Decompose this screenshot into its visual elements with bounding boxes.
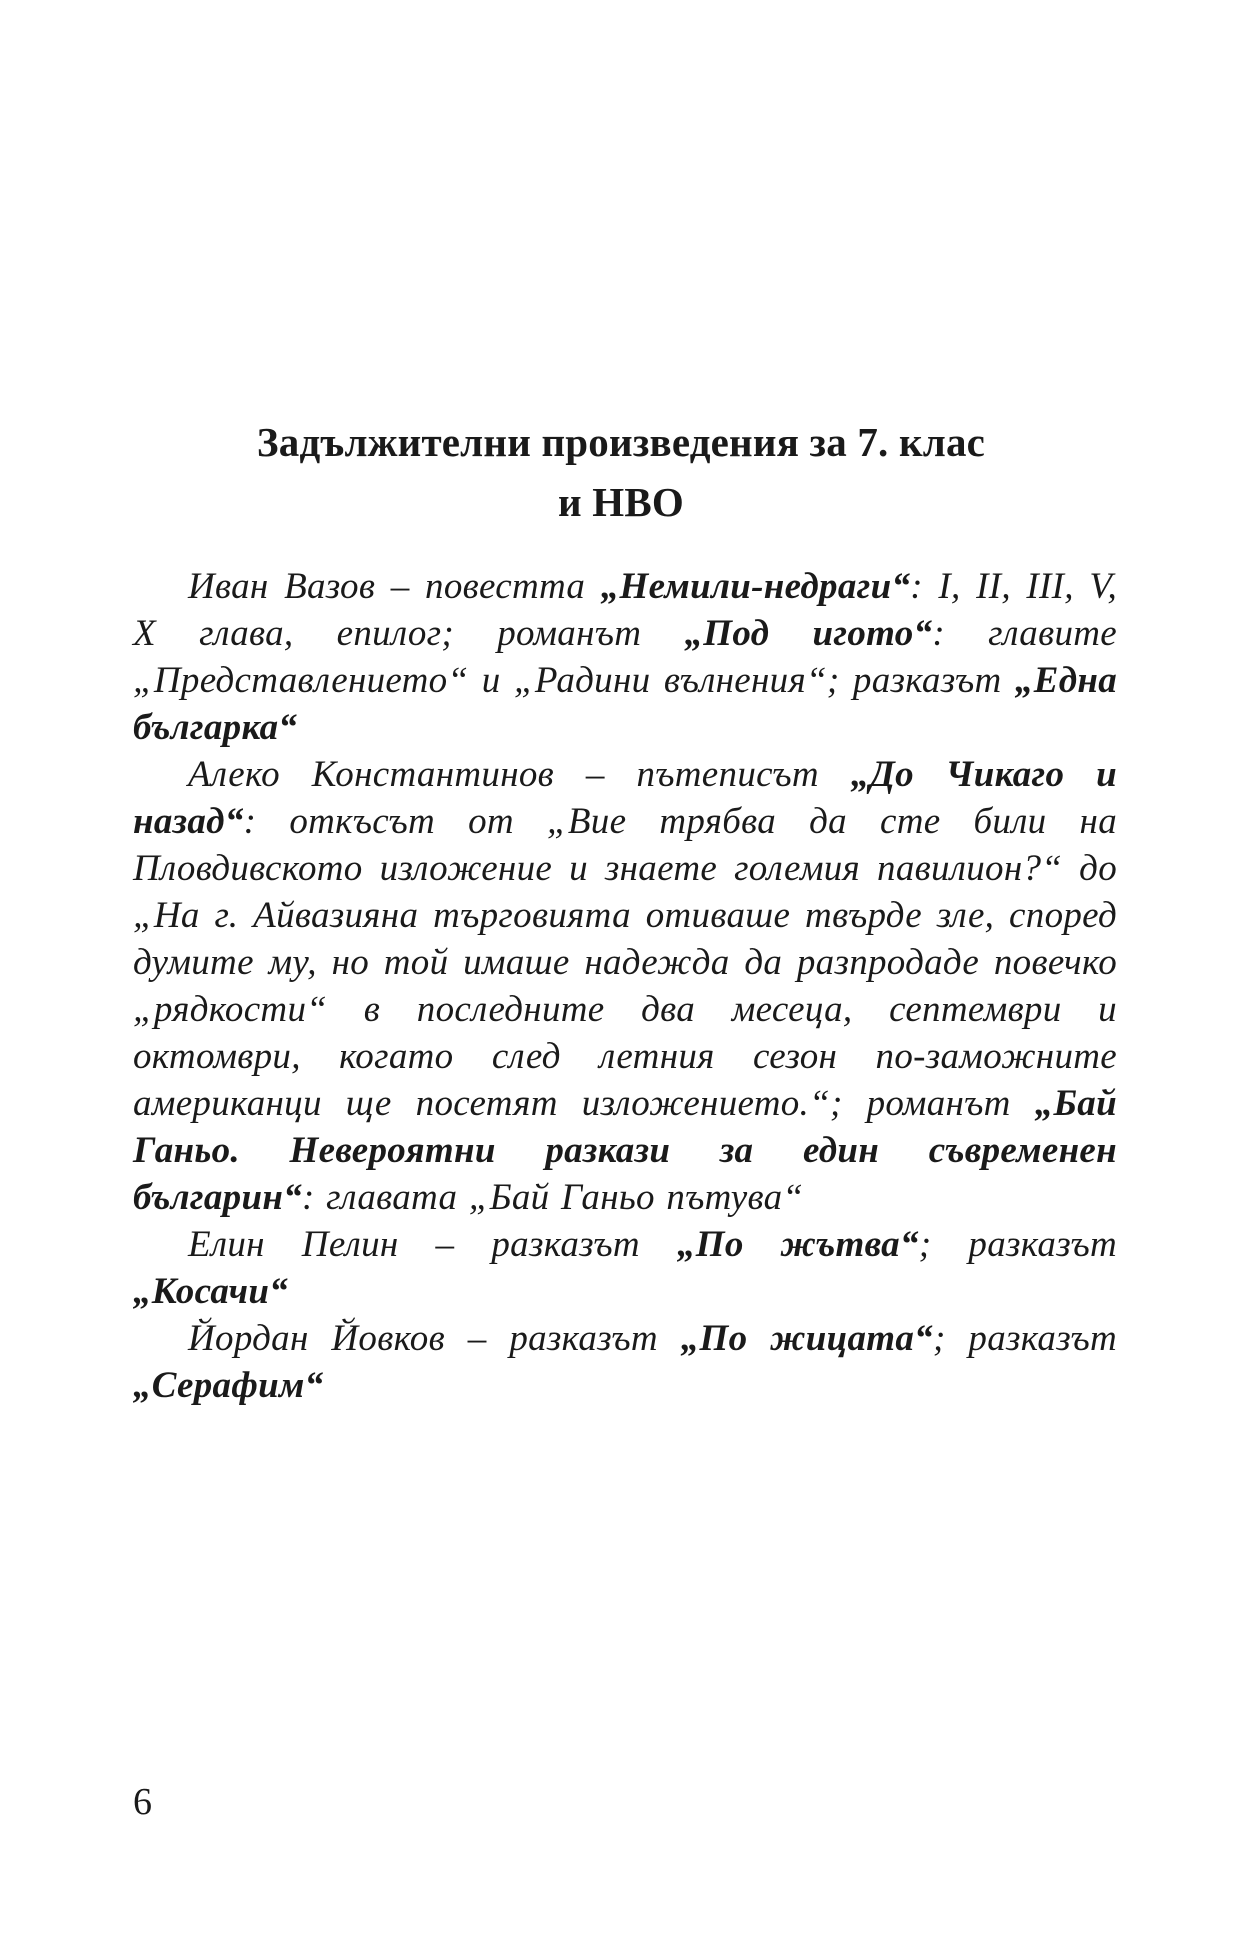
title-line-2: и НВО <box>557 479 684 525</box>
work-details: ; разказът <box>918 1224 1117 1265</box>
entry-yovkov <box>133 1315 1117 1409</box>
work-details: : главите „Представлението“ и „Радини вълнения“; разказът <box>133 613 1117 701</box>
page-title <box>0 412 1242 532</box>
reading-list <box>133 563 1117 1409</box>
entry-author: Алеко Константинов – пътеписът <box>188 754 851 795</box>
work-details: : откъсът от „Вие трябва да сте били на Пловдивското изложение и знаете големия павилион?“ до „На г. Айвазияна търговията отиваше твърде зле, според думите му, но той имаше надежда да разпродаде повечко „рядкости“ в последните два месеца, септември и октомври, когато след летния сезон по-заможните американци ще посетят изложението.“; романът <box>133 801 1117 1124</box>
work-title: „Бай Ганьо. Невероятни разкази за един съвременен българин“ <box>133 1083 1117 1218</box>
work-details: : I, II, III, V, X глава, епилог; романът <box>133 566 1117 654</box>
work-title: „По жицата“ <box>680 1318 933 1359</box>
entry-konstantinov <box>133 751 1117 1221</box>
entry-vazov <box>133 563 1117 751</box>
work-title: „До Чикаго и назад“ <box>133 754 1117 842</box>
work-title: „По жътва“ <box>676 1224 919 1265</box>
title-line-1: Задължителни произведения за 7. клас <box>256 419 986 465</box>
work-title: „Под игото“ <box>684 613 933 654</box>
page-number: 6 <box>133 1781 152 1823</box>
work-title: „Една българка“ <box>133 660 1117 748</box>
work-details: ; разказът <box>932 1318 1117 1359</box>
entry-author: Елин Пелин – разказът <box>188 1224 677 1265</box>
entry-author: Иван Вазов – повестта <box>188 566 601 607</box>
entry-pelin <box>133 1221 1117 1315</box>
work-title: „Серафим“ <box>133 1365 324 1406</box>
entry-author: Йордан Йовков – разказът <box>188 1318 681 1359</box>
work-title: „Немили-недраги“ <box>600 566 911 607</box>
work-title: „Косачи“ <box>133 1271 289 1312</box>
work-details: : главата „Бай Ганьо пътува“ <box>302 1177 804 1218</box>
